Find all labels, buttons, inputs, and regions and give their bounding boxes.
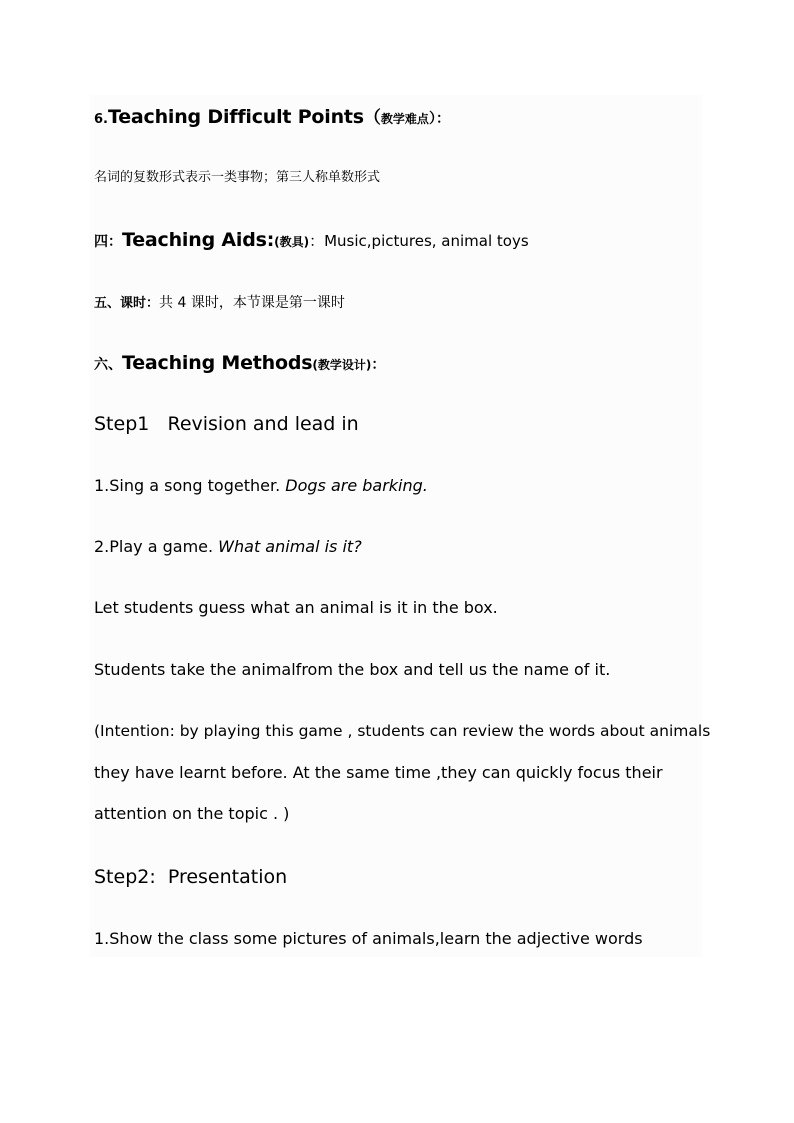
- heading-difficult-points: [94, 108, 450, 127]
- aids-list: ：Music,pictures, animal toys: [309, 232, 529, 250]
- methods-cn-label: (教学设计): [312, 358, 372, 372]
- methods-title: Teaching Methods: [122, 352, 313, 374]
- step1-item-game: [94, 539, 362, 555]
- methods-prefix: 六、: [94, 357, 122, 373]
- class-hours-text: 共 4 课时，本节课是第一课时: [159, 295, 345, 311]
- step2-heading: Step2: Presentation: [94, 866, 288, 888]
- heading-cn-label: 教学难点: [380, 112, 429, 126]
- step1-item-game-text: 2.Play a game.: [94, 537, 219, 556]
- heading-teaching-aids: [94, 231, 529, 250]
- step2-item-show: 1.Show the class some pictures of animals,learn the adjective words: [94, 929, 643, 948]
- intention-line-3: attention on the topic . ): [94, 804, 290, 823]
- heading-colon: ：: [435, 111, 450, 127]
- aids-prefix: 四：: [94, 234, 122, 250]
- step1-item-sing: [94, 478, 428, 494]
- step1-guess-line: Let students guess what an animal is it in the box.: [94, 598, 498, 617]
- document-content-area: [90, 95, 702, 957]
- heading-paren-open: （: [363, 108, 381, 128]
- step1-heading: Step1 Revision and lead in: [94, 413, 359, 435]
- step1-take-line: Students take the animalfrom the box and tell us the name of it.: [94, 660, 611, 679]
- difficult-points-text: 名词的复数形式表示一类事物；第三人称单数形式: [94, 170, 381, 185]
- aids-cn-label: (教具): [274, 235, 310, 249]
- intention-line-2: they have learnt before. At the same time ,they can quickly focus their: [94, 763, 663, 782]
- intention-line-1: (Intention: by playing this game , students can review the words about animals: [94, 722, 711, 740]
- step1-item-sing-song: Dogs are barking.: [285, 476, 428, 495]
- class-hours-line: [94, 294, 345, 310]
- heading-paren-close: ）: [428, 111, 436, 127]
- heading-teaching-methods: [94, 354, 385, 373]
- step1-item-sing-text: 1.Sing a song together.: [94, 476, 286, 495]
- heading-title: Teaching Difficult Points: [107, 106, 364, 128]
- step1-item-game-name: What animal is it?: [218, 537, 362, 556]
- aids-title: Teaching Aids:: [122, 229, 275, 251]
- heading-number: 6.: [94, 112, 108, 127]
- class-hours-prefix: 五、课时：: [94, 296, 160, 311]
- methods-colon: ：: [371, 357, 386, 373]
